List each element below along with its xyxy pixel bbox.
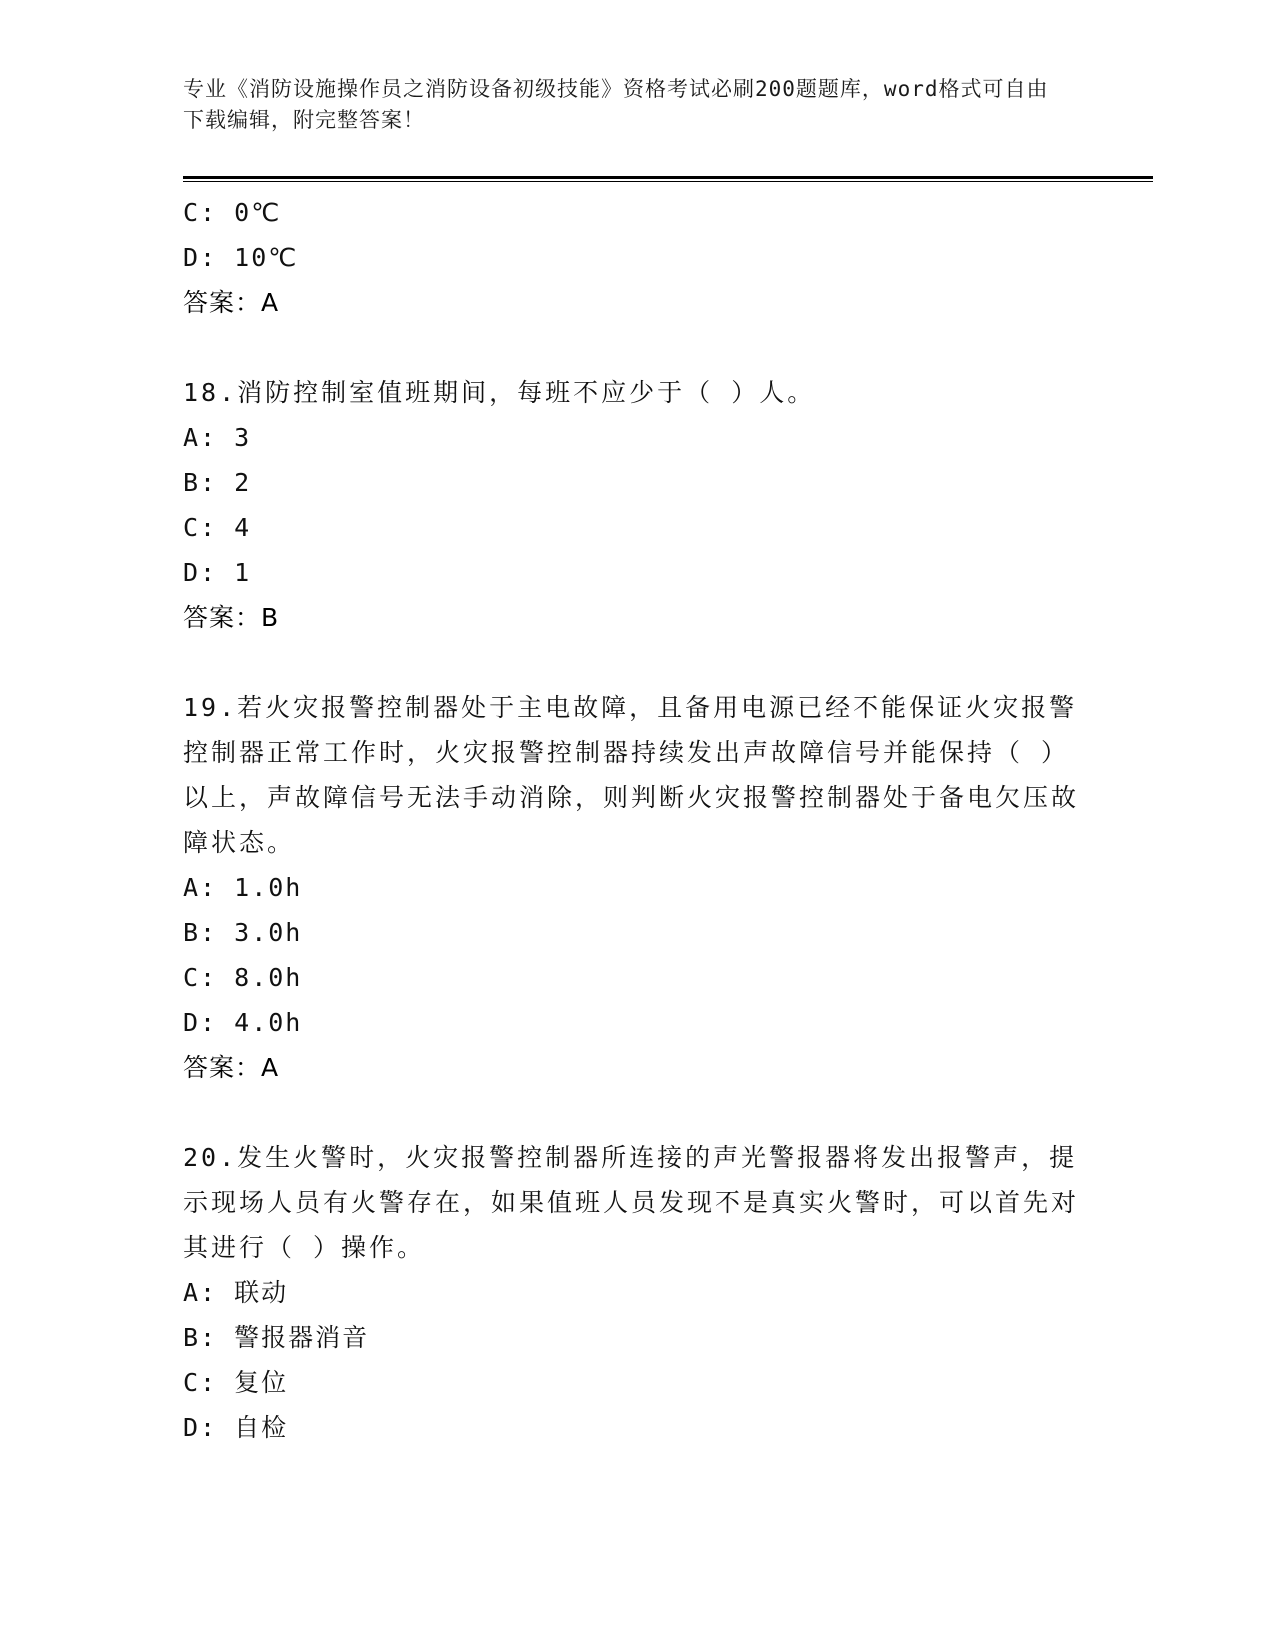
answer-line: 答案：B (183, 603, 280, 632)
header-divider-thick (183, 176, 1153, 179)
option-c: C: 0℃ (183, 198, 282, 227)
question-list (183, 190, 1083, 1450)
answer-line: 答案：A (183, 288, 280, 317)
option-a: A: 3 (183, 423, 252, 452)
document-header: 专业《消防设施操作员之消防设备初级技能》资格考试必刷200题题库，word格式可自由下载编辑，附完整答案！ (183, 77, 1049, 132)
spacer (183, 325, 1083, 370)
spacer (183, 640, 1083, 685)
option-a: A: 联动 (183, 1278, 289, 1307)
question-text: 20.发生火警时，火灾报警控制器所连接的声光警报器将发出报警声，提示现场人员有火警存在，如果值班人员发现不是真实火警时，可以首先对其进行（ ）操作。 (183, 1143, 1080, 1262)
option-c: C: 复位 (183, 1368, 289, 1397)
option-c: C: 4 (183, 513, 252, 542)
question-17-block (183, 190, 1083, 325)
option-b: B: 3.0h (183, 918, 303, 947)
option-c: C: 8.0h (183, 963, 303, 992)
question-18-block (183, 370, 1083, 640)
question-19-block (183, 685, 1083, 1090)
option-d: D: 1 (183, 558, 252, 587)
option-b: B: 2 (183, 468, 252, 497)
question-20-block (183, 1135, 1083, 1450)
option-a: A: 1.0h (183, 873, 303, 902)
header-divider-thin (183, 181, 1153, 182)
question-text: 18.消防控制室值班期间，每班不应少于（ ）人。 (183, 378, 816, 407)
option-d: D: 自检 (183, 1413, 289, 1442)
question-text: 19.若火灾报警控制器处于主电故障，且备用电源已经不能保证火灾报警控制器正常工作时，火灾报警控制器持续发出声故障信号并能保持（ ）以上，声故障信号无法手动消除，则判断火灾报警控制器处于备电欠压故障状态。 (183, 693, 1080, 857)
option-d: D: 4.0h (183, 1008, 303, 1037)
spacer (183, 1090, 1083, 1135)
answer-line: 答案：A (183, 1053, 280, 1082)
option-d: D: 10℃ (183, 243, 299, 272)
option-b: B: 警报器消音 (183, 1323, 370, 1352)
